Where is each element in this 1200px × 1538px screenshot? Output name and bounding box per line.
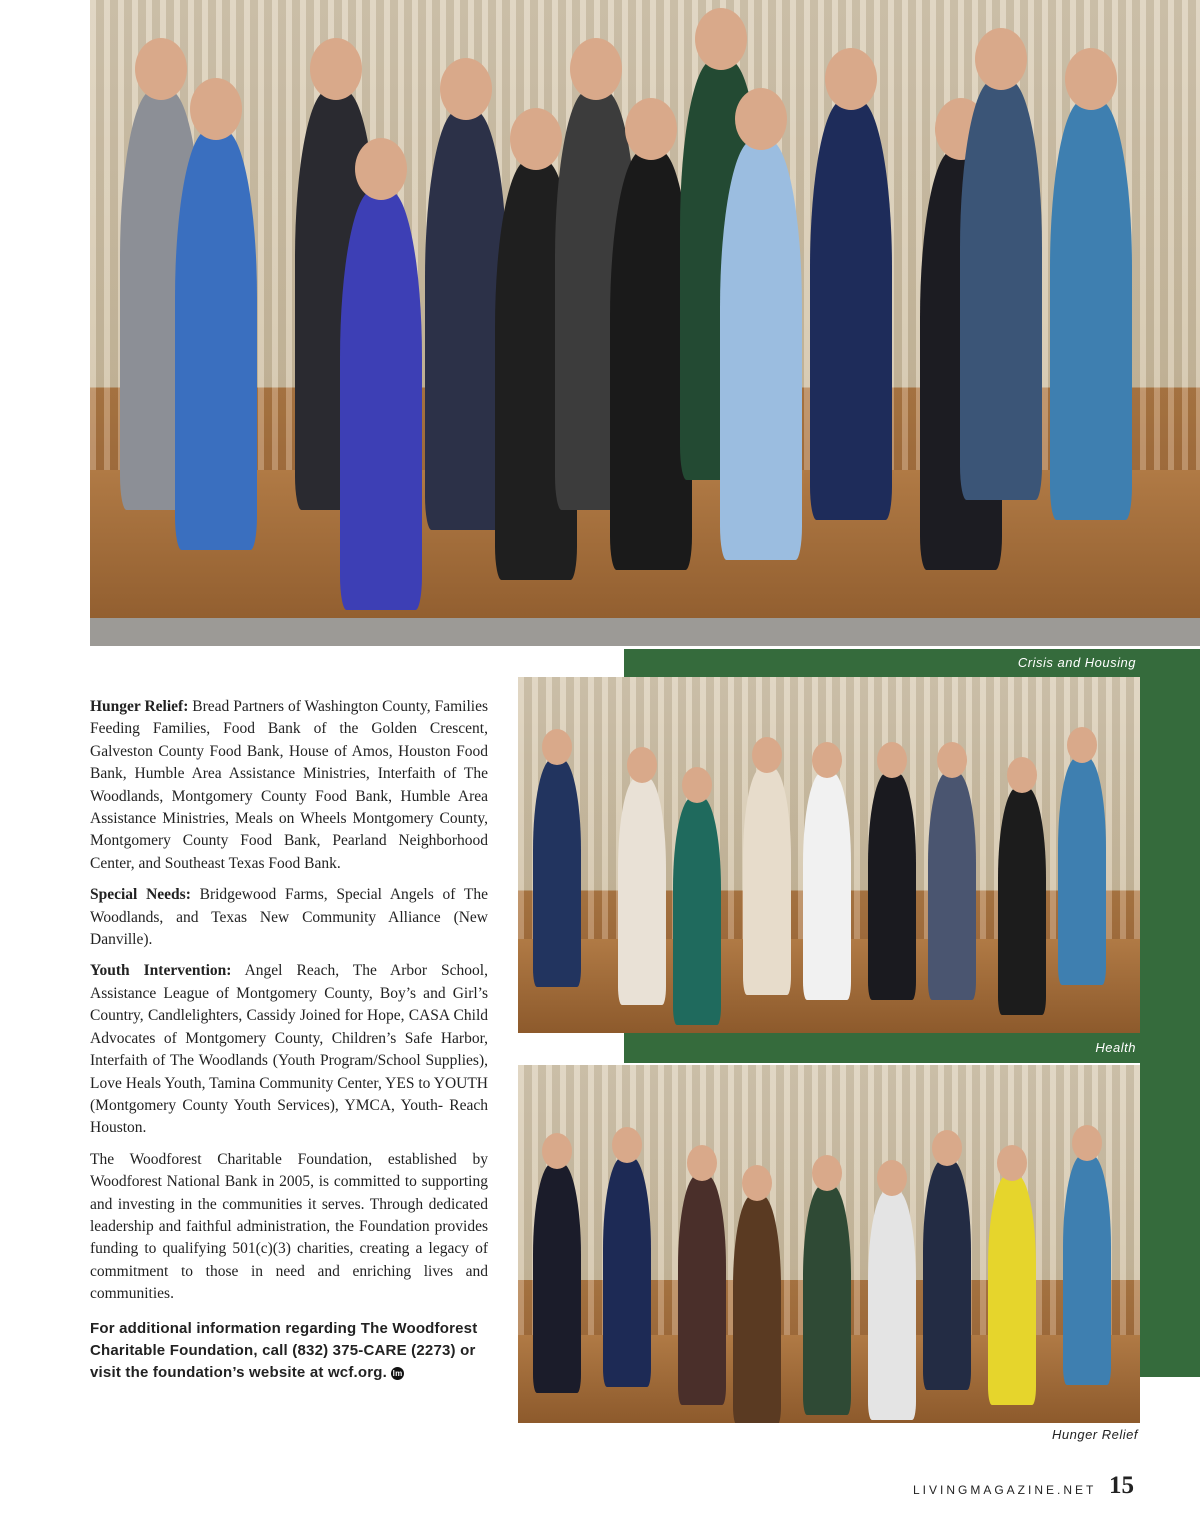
hunger-relief-paragraph <box>90 696 488 875</box>
hunger-relief-label: Hunger Relief: <box>90 698 189 715</box>
person-figure <box>1050 100 1132 520</box>
person-figure <box>618 777 666 1005</box>
person-figure <box>868 772 916 1000</box>
person-figure <box>733 1195 781 1423</box>
special-needs-paragraph <box>90 884 488 951</box>
person-figure <box>803 772 851 1000</box>
person-figure <box>533 759 581 987</box>
person-figure <box>960 80 1042 500</box>
end-mark-icon: lm <box>392 1368 403 1378</box>
youth-intervention-text: Angel Reach, The Arbor School, Assistance League of Montgomery County, Boy’s and Girl’s Country, Candlelighters, Cassidy Joined for Hope, CASA Child Advocates of Montgomery County, Children’s Safe Harbor, Interfaith of The Woodlands (Youth Program/School Supplies), Love Heals Youth, Tamina Community Center, YES to YOUTH (Montgomery County Youth Services), YMCA, Youth- Reach Houston. <box>90 962 488 1137</box>
person-figure <box>743 767 791 995</box>
person-figure <box>923 1160 971 1390</box>
photo-caption-crisis-housing: Crisis and Housing <box>1017 655 1136 670</box>
person-figure <box>1063 1155 1111 1385</box>
contact-paragraph <box>90 1318 488 1384</box>
special-needs-text: Bridgewood Farms, Special Angels of The Woodlands, and Texas New Community Alliance (New Danville). <box>90 886 488 949</box>
contact-text: For additional information regarding The Woodforest Charitable Foundation, call (832) 375-CARE (2273) or visit the foundation’s website at wcf.org. <box>90 1319 478 1381</box>
footer-site-url: LIVINGMAGAZINE.NET <box>913 1483 1097 1497</box>
person-figure <box>175 130 257 550</box>
person-figure <box>998 787 1046 1015</box>
person-figure <box>988 1175 1036 1405</box>
person-figure <box>868 1190 916 1420</box>
person-figure <box>340 190 422 610</box>
youth-intervention-paragraph <box>90 960 488 1139</box>
person-figure <box>533 1163 581 1393</box>
person-figure <box>928 772 976 1000</box>
special-needs-label: Special Needs: <box>90 886 191 904</box>
person-figure <box>603 1157 651 1387</box>
person-figure <box>720 140 802 560</box>
photo-caption-health: Health <box>1095 1040 1136 1055</box>
person-figure <box>803 1185 851 1415</box>
page-number: 15 <box>1109 1472 1134 1499</box>
youth-intervention-label: Youth Intervention: <box>90 962 232 980</box>
person-figure <box>678 1175 726 1405</box>
photo-caption-hunger-relief: Hunger Relief <box>1052 1427 1138 1442</box>
person-figure <box>810 100 892 520</box>
group-photo-top <box>90 0 1200 646</box>
person-figure <box>673 797 721 1025</box>
person-figure <box>1058 757 1106 985</box>
carpet-strip <box>90 618 1200 646</box>
article-text <box>90 696 488 1393</box>
side-band <box>1140 677 1200 1377</box>
about-paragraph: The Woodforest Charitable Foundation, established by Woodforest National Bank in 2005, is committed to supporting and investing in the communities it serves. Through dedicated leadership and faithful administration, the Foundation provides funding to qualifying 501(c)(3) charities, creating a legacy of commitment to those in need and enriching lives and communities. <box>90 1150 488 1303</box>
hunger-relief-text: Bread Partners of Washington County, Families Feeding Families, Food Bank of the Golden Crescent, Galveston County Food Bank, House of Amos, Houston Food Bank, Humble Area Assistance Ministries, Interfaith of The Woodlands, Montgomery County Food Bank, Humble Area Assistance Ministries, Meals on Wheels Montgomery County, Montgomery County Food Bank, Pearland Neighborhood Center, and Southeast Texas Food Bank. <box>90 698 488 872</box>
group-photo-health <box>518 1065 1140 1423</box>
group-photo-crisis-housing <box>518 677 1140 1033</box>
